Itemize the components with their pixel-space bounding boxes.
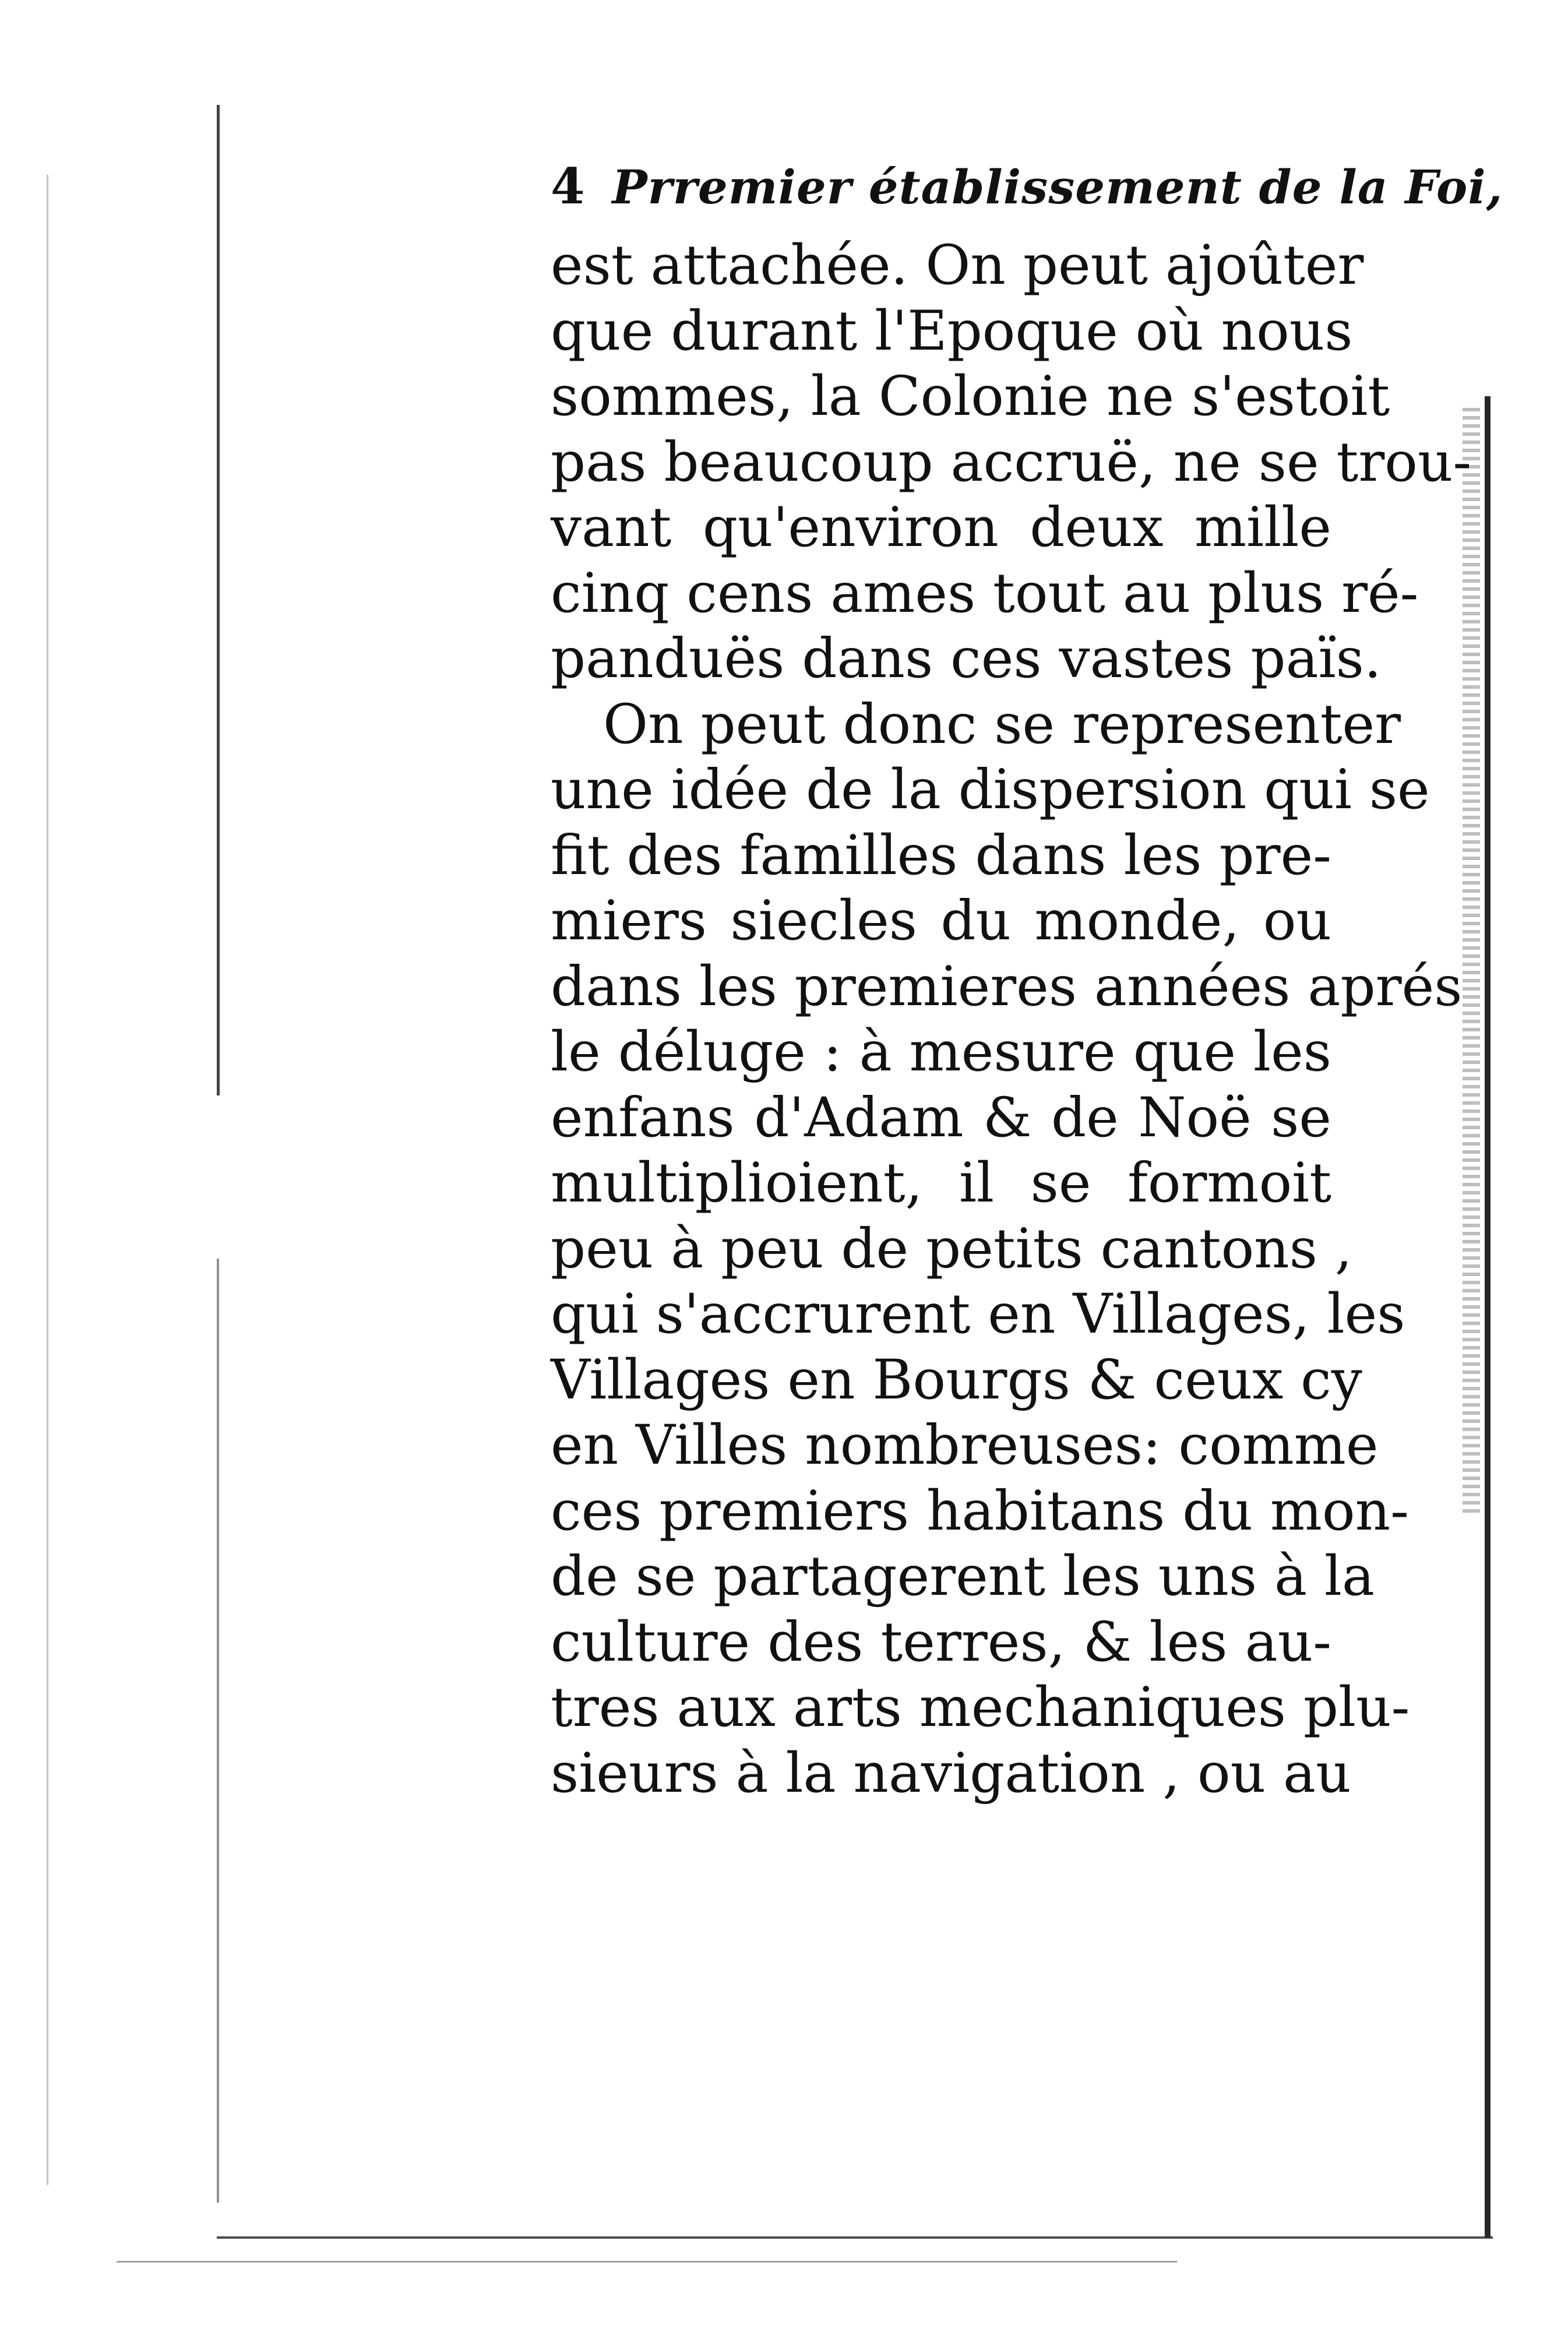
running-head-title: Prremier établissement de la Foi, — [612, 160, 1503, 214]
scan-edge-right — [1485, 396, 1491, 2238]
text-line: sommes, la Colonie ne s'estoit — [551, 365, 1390, 428]
text-line: sieurs à la navigation , ou au — [551, 1741, 1351, 1805]
text-line: dans les premieres années aprés — [551, 954, 1463, 1019]
scan-edge-left — [217, 105, 220, 1095]
text-line: est attachée. On peut ajoûter — [551, 234, 1364, 297]
text-line: On peut donc se representer — [603, 692, 1401, 756]
page-number: 4 — [551, 157, 586, 215]
running-head — [551, 157, 1503, 233]
text-line: multiplioient, il se formoit — [551, 1151, 1331, 1215]
scan-edge-bottom-outer — [117, 2261, 1177, 2263]
scan-edge-left-outer — [47, 175, 48, 2185]
page-body — [551, 157, 1503, 1806]
text-line: culture des terres, & les au- — [551, 1610, 1331, 1674]
text-line: peu à peu de petits cantons , — [551, 1217, 1352, 1281]
text-line: fit des familles dans les pre- — [551, 823, 1331, 887]
scan-gutter-shadow — [1463, 408, 1480, 1515]
text-line: Villages en Bourgs & ceux cy — [551, 1348, 1362, 1412]
text-lines — [551, 233, 1472, 1806]
text-line: qui s'accrurent en Villages, les — [551, 1283, 1405, 1346]
text-line: pas beaucoup accruë, ne se trou- — [551, 430, 1472, 494]
text-line: cinq cens ames tout au plus ré- — [551, 561, 1419, 625]
text-line: panduës dans ces vastes païs. — [551, 627, 1382, 690]
text-line: ces premiers habitans du mon- — [551, 1479, 1409, 1543]
text-line: miers siecles du monde, ou — [551, 889, 1331, 953]
text-line: vant qu'environ deux mille — [551, 496, 1331, 559]
text-line: le déluge : à mesure que les — [551, 1020, 1331, 1084]
text-line: en Villes nombreuses: comme — [551, 1414, 1379, 1477]
text-line: enfans d'Adam & de Noë se — [551, 1086, 1331, 1150]
text-line: tres aux arts mechaniques plu- — [551, 1676, 1410, 1739]
scan-edge-bottom — [217, 2236, 1493, 2239]
text-line: que durant l'Epoque où nous — [551, 299, 1353, 363]
text-line: une idée de la dispersion qui se — [551, 758, 1430, 822]
text-line: de se partagerent les uns à la — [551, 1545, 1375, 1608]
scan-edge-left-lower — [217, 1259, 219, 2203]
